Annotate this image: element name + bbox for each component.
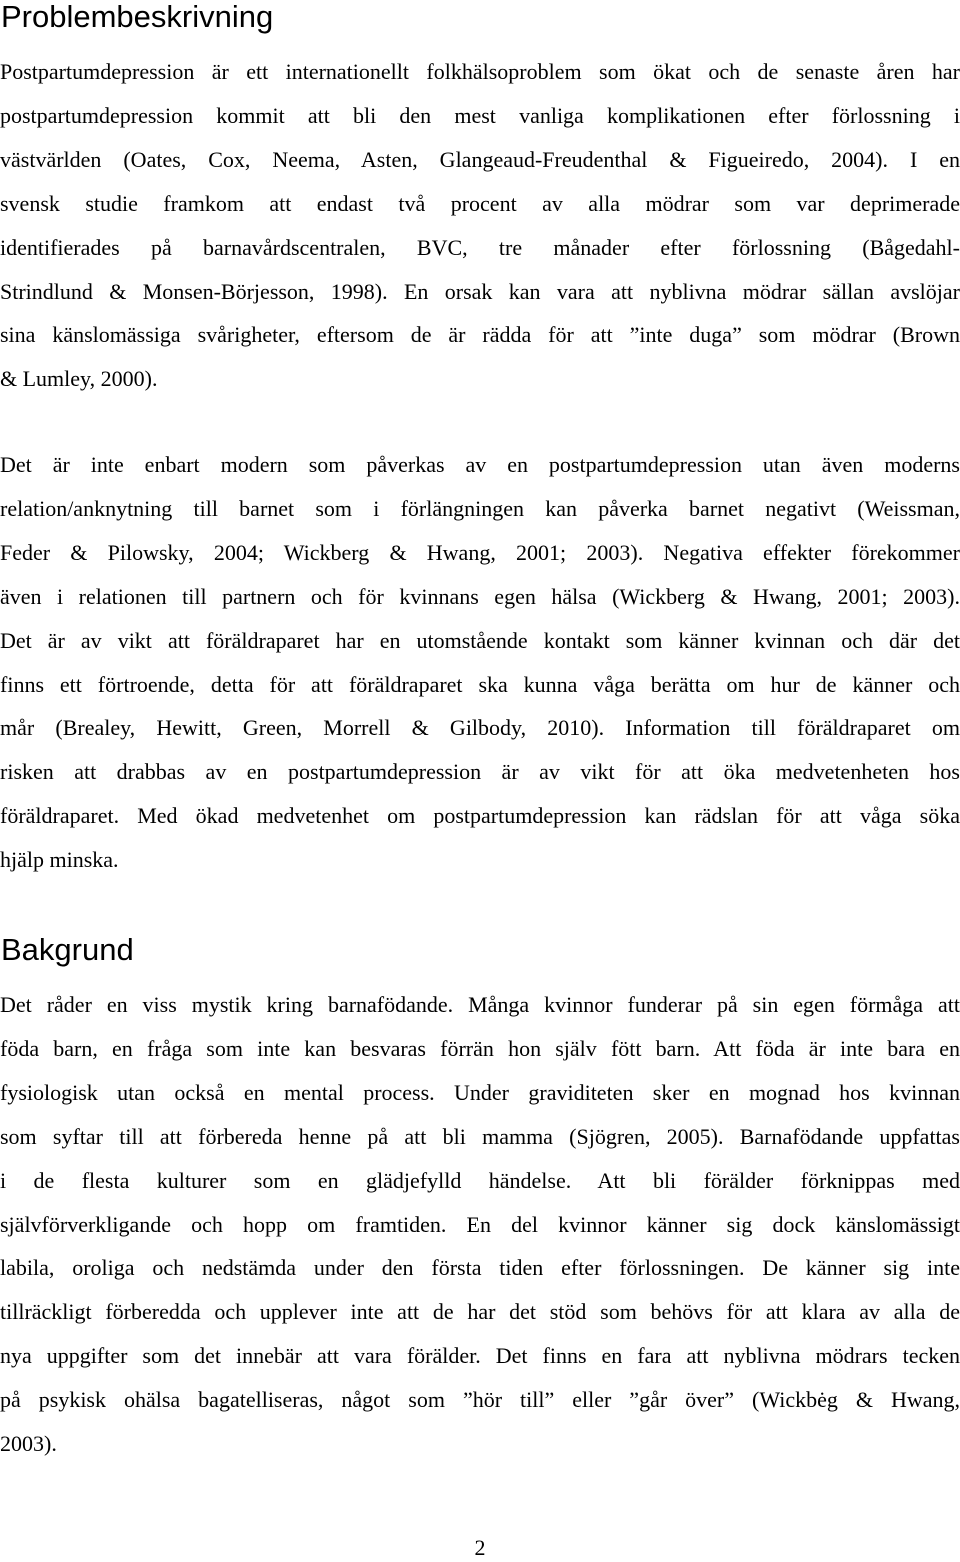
paragraph-line: föräldraparet. Med ökad medvetenhet om postpartumdepression kan rädslan för att våga söka [0, 803, 960, 829]
paragraph-line: nya uppgifter som det innebär att vara förälder. Det finns en fara att nyblivna mödrars tecken [0, 1343, 960, 1369]
paragraph-line: postpartumdepression kommit att bli den mest vanliga komplikationen efter förlossning i [0, 102, 960, 128]
paragraph-line: & Lumley, 2000). [0, 366, 158, 392]
paragraph-line: relation/anknytning till barnet som i förlängningen kan påverka barnet negativt (Weissman, [0, 495, 960, 521]
paragraph-line: mår (Brealey, Hewitt, Green, Morrell & Gilbody, 2010). Information till föräldraparet om [0, 715, 960, 741]
paragraph-line: labila, oroliga och nedstämda under den första tiden efter förlossningen. De känner sig inte [0, 1255, 960, 1281]
paragraph-line: 2003). [0, 1431, 57, 1457]
paragraph-line: Det är av vikt att föräldraparet har en utomstående kontakt som känner kvinnan och där det [0, 627, 960, 653]
paragraph-line: sina känslomässiga svårigheter, eftersom de är rädda för att ”inte duga” som mödrar (Brown [0, 322, 960, 348]
paragraph-2 [0, 443, 960, 882]
paragraph-line: identifierades på barnavårdscentralen, BVC, tre månader efter förlossning (Bågedahl- [0, 234, 960, 260]
paragraph-3 [0, 983, 960, 1466]
paragraph-line: även i relationen till partnern och för kvinnans egen hälsa (Wickberg & Hwang, 2001; 2003). [0, 583, 960, 609]
section-heading-bakgrund: Bakgrund [1, 932, 134, 967]
page-number: 2 [474, 1535, 486, 1560]
paragraph-line: tillräckligt förberedda och upplever inte att de har det stöd som behövs för att klara av alla de [0, 1299, 960, 1325]
paragraph-line: västvärlden (Oates, Cox, Neema, Asten, Glangeaud-Freudenthal & Figueiredo, 2004). I en [0, 146, 960, 172]
paragraph-line: hjälp minska. [0, 847, 119, 873]
paragraph-line: Strindlund & Monsen-Börjesson, 1998). En orsak kan vara att nyblivna mödrar sällan avslöjar [0, 278, 960, 304]
paragraph-line: föda barn, en fråga som inte kan besvaras förrän hon själv fött barn. Att föda är inte bara en [0, 1035, 960, 1061]
paragraph-line: risken att drabbas av en postpartumdepression är av vikt för att öka medvetenheten hos [0, 759, 960, 785]
paragraph-line: på psykisk ohälsa bagatelliseras, något som ”hör till” eller ”går över” (Wickbėg & Hwang, [0, 1387, 960, 1413]
paragraph-line: Feder & Pilowsky, 2004; Wickberg & Hwang, 2001; 2003). Negativa effekter förekommer [0, 539, 960, 565]
paragraph-line: fysiologisk utan också en mental process. Under graviditeten sker en mognad hos kvinnan [0, 1079, 960, 1105]
paragraph-line: svensk studie framkom att endast två procent av alla mödrar som var deprimerade [0, 190, 960, 216]
paragraph-line: Det råder en viss mystik kring barnafödande. Många kvinnor funderar på sin egen förmåga att [0, 992, 960, 1017]
paragraph-1 [0, 50, 960, 401]
paragraph-line: finns ett förtroende, detta för att föräldraparet ska kunna våga berätta om hur de känner och [0, 671, 960, 697]
paragraph-line: som syftar till att förbereda henne på att bli mamma (Sjögren, 2005). Barnafödande uppfattas [0, 1123, 960, 1149]
section-heading-problembeskrivning: Problembeskrivning [1, 0, 274, 34]
paragraph-line: i de flesta kulturer som en glädjefylld händelse. Att bli förälder förknippas med [0, 1167, 960, 1193]
paragraph-line: Det är inte enbart modern som påverkas av en postpartumdepression utan även moderns [0, 452, 960, 477]
paragraph-line: självförverkligande och hopp om framtiden. En del kvinnor känner sig dock känslomässigt [0, 1211, 960, 1237]
paragraph-line: Postpartumdepression är ett internationellt folkhälsoproblem som ökat och de senaste åren har [0, 59, 960, 84]
